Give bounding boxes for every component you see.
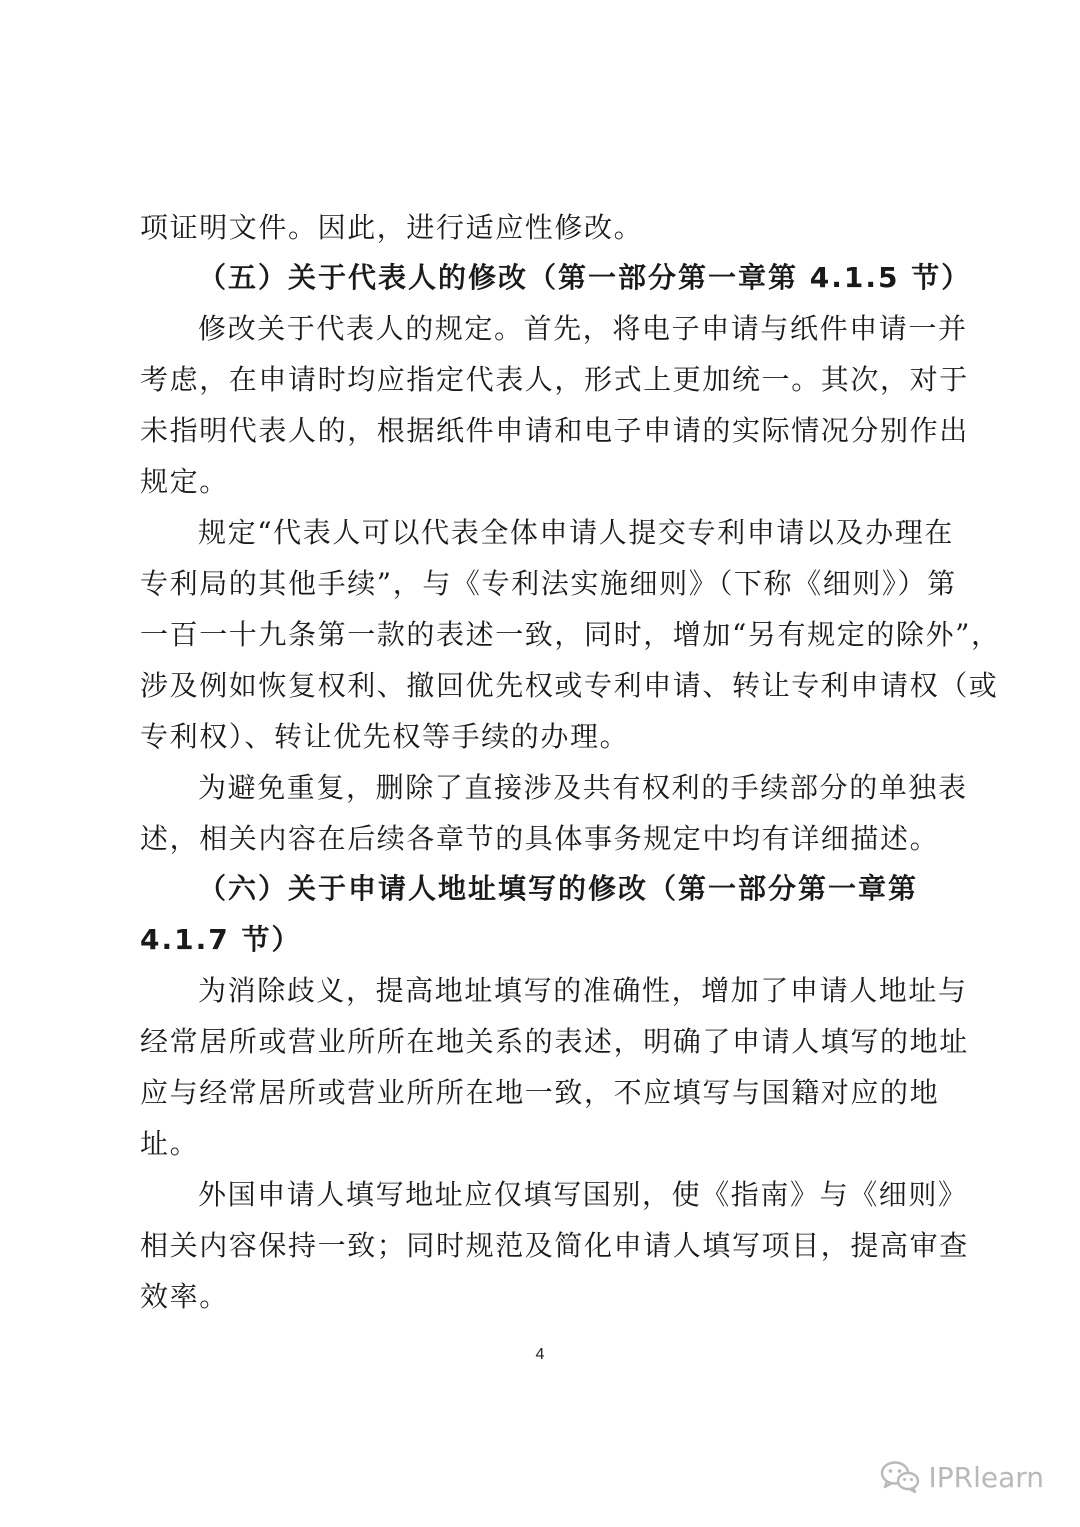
paragraph-line: 专利局的其他手续”，与《专利法实施细则》（下称《细则》）第 (140, 567, 957, 600)
paragraph-line: 涉及例如恢复权利、撤回优先权或专利申请、转让专利申请权（或 (140, 669, 999, 702)
page-number: 4 (535, 1346, 545, 1363)
paragraph-line: 址。 (140, 1127, 200, 1160)
paragraph-line: 为消除歧义，提高地址填写的准确性，增加了申请人地址与 (198, 974, 968, 1007)
paragraph-line: 为避免重复，删除了直接涉及共有权利的手续部分的单独表 (198, 771, 968, 804)
paragraph-line: 一百一十九条第一款的表述一致，同时，增加“另有规定的除外”， (140, 618, 1001, 651)
section-heading-6: （六）关于申请人地址填写的修改（第一部分第一章第 (198, 872, 919, 905)
section-heading-5: （五）关于代表人的修改（第一部分第一章第 4.1.5 节） (198, 261, 972, 294)
watermark-text: IPRlearn (928, 1460, 1044, 1494)
paragraph-line: 述，相关内容在后续各章节的具体事务规定中均有详细描述。 (140, 822, 940, 855)
paragraph-line: 专利权）、转让优先权等手续的办理。 (140, 720, 630, 753)
paragraph-line: 规定“代表人可以代表全体申请人提交专利申请以及办理在 (198, 516, 954, 549)
paragraph-line: 规定。 (140, 465, 229, 498)
watermark (880, 1460, 1044, 1494)
paragraph-line: 应与经常居所或营业所所在地一致，不应填写与国籍对应的地 (140, 1076, 940, 1109)
paragraph-line: 外国申请人填写地址应仅填写国别，使《指南》与《细则》 (198, 1178, 968, 1211)
section-heading-6-cont: 4.1.7 节） (140, 923, 302, 956)
paragraph-line: 经常居所或营业所所在地关系的表述，明确了申请人填写的地址 (140, 1025, 969, 1058)
paragraph-line: 修改关于代表人的规定。首先，将电子申请与纸件申请一并 (198, 312, 968, 345)
paragraph-line: 相关内容保持一致；同时规范及简化申请人填写项目，提高审查 (140, 1229, 969, 1262)
paragraph-line: 考虑，在申请时均应指定代表人，形式上更加统一。其次，对于 (140, 363, 969, 396)
paragraph-line: 效率。 (140, 1280, 229, 1313)
paragraph-line: 项证明文件。因此，进行适应性修改。 (140, 211, 644, 244)
wechat-icon (880, 1460, 920, 1494)
paragraph-line: 未指明代表人的，根据纸件申请和电子申请的实际情况分别作出 (140, 414, 969, 447)
